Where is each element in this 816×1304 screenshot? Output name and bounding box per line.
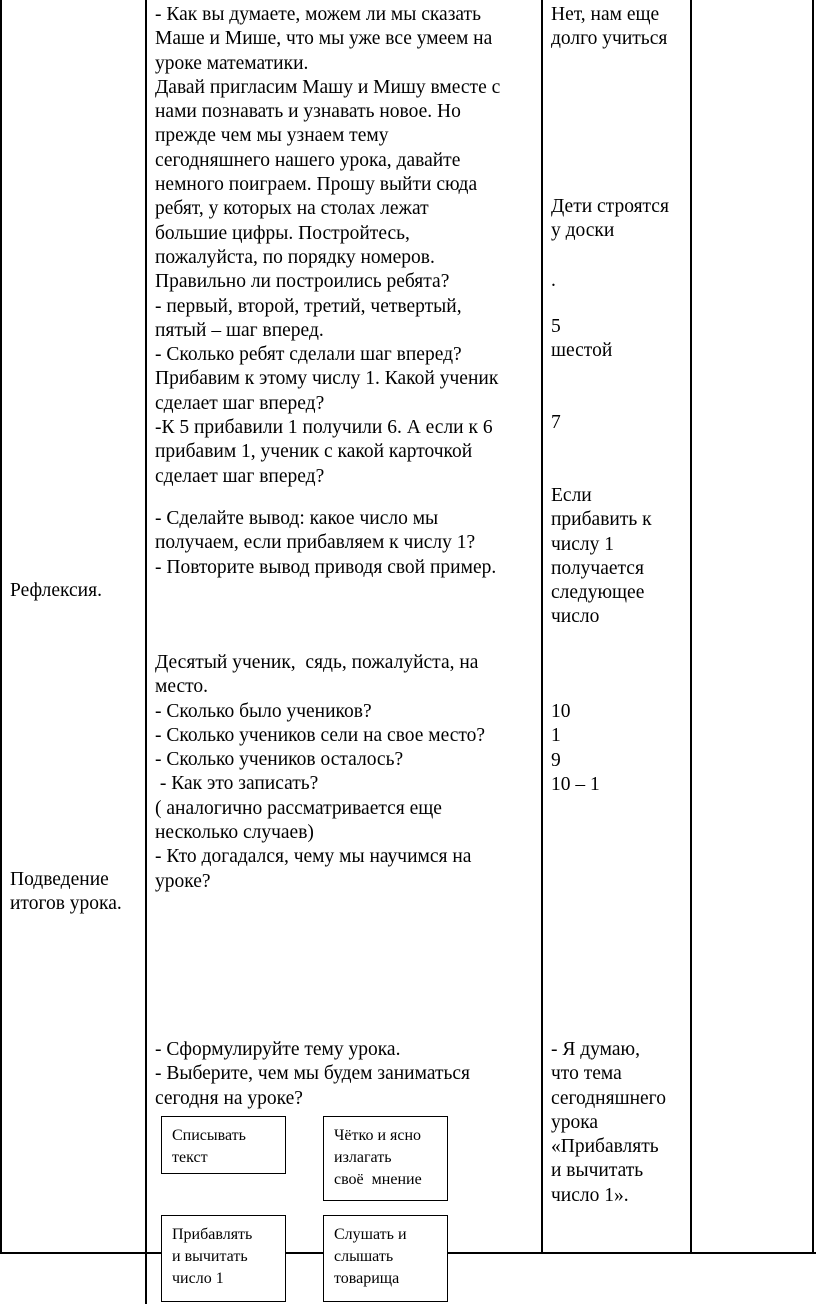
student-answer-4: 5 шестой <box>551 316 613 362</box>
table-border-right <box>812 0 814 1254</box>
teacher-text-block-3: Десятый ученик, сядь, пожалуйста, на место. - Сколько было учеников? - Сколько учеников сели на свое место? - Сколько учеников осталось? - Как это записать? ( аналогично рассматривается еще несколько случаев) - Кто догадался, чему мы научимся на уроке? <box>155 652 486 892</box>
stage-summary: Подведение итогов урока. <box>10 869 122 915</box>
teacher-text-block-4: - Сформулируйте тему урока. - Выберите, чем мы будем заниматься сегодня на уроке? <box>155 1039 471 1109</box>
choice-box-add-subtract: Прибавлять и вычитать число 1 <box>161 1215 286 1302</box>
choice-box-listen: Слушать и слышать товарища <box>323 1215 448 1302</box>
teacher-text-block-1: - Как вы думаете, можем ли мы сказать Маше и Мише, что мы уже все умеем на уроке математики. Давай пригласим Машу и Мишу вместе с нами познавать и узнавать новое. Но прежде чем мы узнаем тему сегодняшнего нашего урока, давайте немного поиграем. Прошу выйти сюда ребят, у которых на столах лежат большие цифры. Постройтесь, пожалуйста, по порядку номеров. Правильно ли построились ребята? - первый, второй, третий, четвертый, пятый – шаг вперед. - Сколько ребят сделали шаг вперед? Прибавим к этому числу 1. Какой ученик сделает шаг вперед? -К 5 прибавили 1 получили 6. А если к 6 прибавим 1, ученик с какой карточкой сделает шаг вперед? <box>155 4 501 487</box>
table-column-divider-2 <box>541 0 543 1254</box>
student-answer-3: . <box>551 270 556 291</box>
student-answer-6: Если прибавить к числу 1 получается следующее число <box>551 485 652 628</box>
student-answer-1: Нет, нам еще долго учиться <box>551 4 668 50</box>
choice-box-express-opinion: Чётко и ясно излагать своё мнение <box>323 1116 448 1201</box>
stage-reflection: Рефлексия. <box>10 580 102 601</box>
table-column-divider-1 <box>145 0 147 1304</box>
student-answer-8: - Я думаю, что тема сегодняшнего урока «Прибавлять и вычитать число 1». <box>551 1039 666 1206</box>
choice-box-copy-text: Списывать текст <box>161 1116 286 1174</box>
student-answer-5: 7 <box>551 412 561 433</box>
student-answer-2: Дети строятся у доски <box>551 196 669 242</box>
table-border-left <box>0 0 2 1254</box>
teacher-text-block-2: - Сделайте вывод: какое число мы получаем, если прибавляем к числу 1? - Повторите вывод приводя свой пример. <box>155 508 497 578</box>
table-column-divider-3 <box>690 0 692 1254</box>
student-answer-7: 10 1 9 10 – 1 <box>551 701 600 795</box>
